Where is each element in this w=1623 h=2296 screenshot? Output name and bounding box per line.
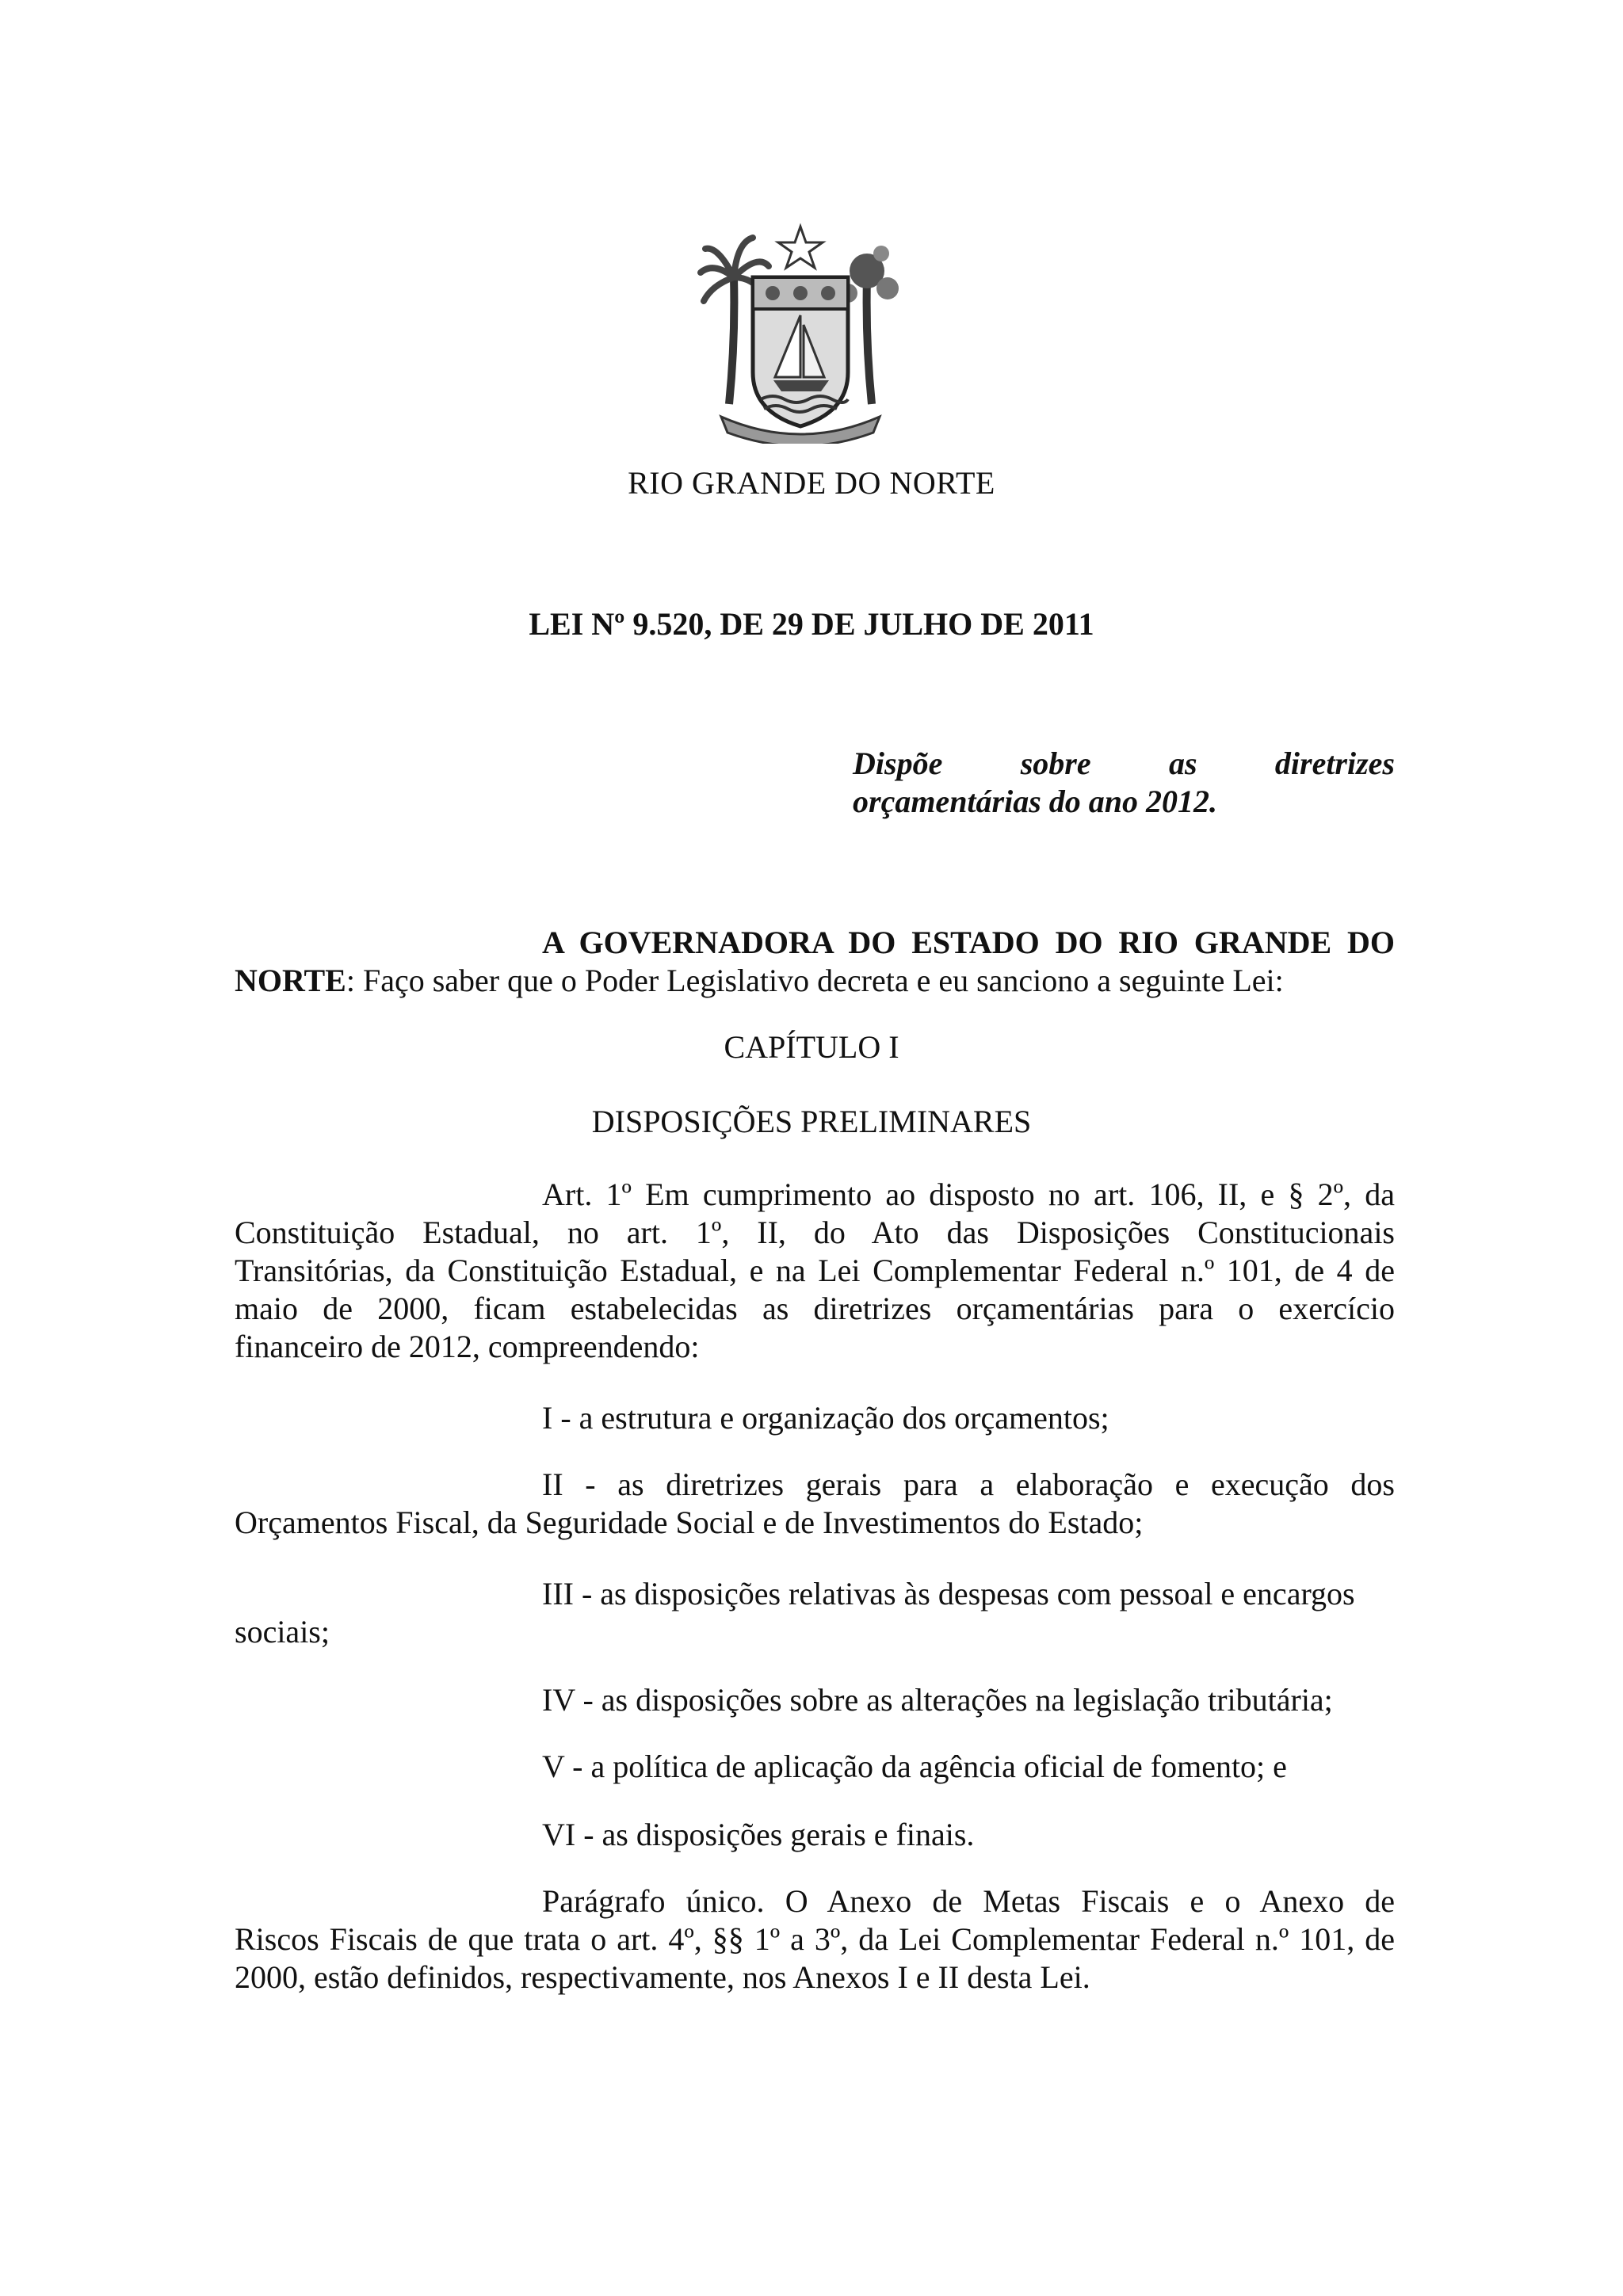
chapter-title: DISPOSIÇÕES PRELIMINARES [591,1104,1032,1139]
article-1 [235,1176,1395,1366]
item-ii [235,1466,1395,1542]
law-summary-line: Dispõe sobre as diretrizes [853,746,1395,781]
enactment-clause: : Faço saber que o Poder Legislativo decreta e eu sanciono a seguinte Lei: [346,963,1284,998]
authority-line: A GOVERNADORA DO ESTADO DO RIO GRANDE DO [542,925,1395,960]
item-iii [235,1575,1395,1651]
chapter-label: CAPÍTULO I [724,1029,899,1065]
enactment-line [235,962,1395,1000]
preamble [235,924,1395,1000]
item-line: Orçamentos Fiscal, da Seguridade Social e de Investimentos do Estado; [235,1505,1144,1540]
state-name: RIO GRANDE DO NORTE [628,465,995,501]
article-line: Transitórias, da Constituição Estadual, e na Lei Complementar Federal n.º 101, de 4 de [235,1253,1395,1288]
item-i: I - a estrutura e organização dos orçamentos; [542,1400,1109,1436]
paragraph-line: Riscos Fiscais de que trata o art. 4º, §§ 1º a 3º, da Lei Complementar Federal n.º 101, de [235,1921,1395,1957]
item-line: sociais; [235,1614,330,1650]
law-title: LEI Nº 9.520, DE 29 DE JULHO DE 2011 [529,606,1094,642]
item-v: V - a política de aplicação da agência oficial de fomento; e [542,1749,1287,1784]
paragraph-line: Parágrafo único. O Anexo de Metas Fiscais e o Anexo de [542,1883,1395,1919]
item-line: III - as disposições relativas às despesas com pessoal e encargos [542,1576,1355,1611]
paragrafo-unico [235,1882,1395,1997]
law-summary [853,745,1395,821]
article-line: maio de 2000, ficam estabelecidas as diretrizes orçamentárias para o exercício [235,1291,1395,1326]
article-line: financeiro de 2012, compreendendo: [235,1329,700,1364]
item-line: II - as diretrizes gerais para a elaboração e execução dos [542,1466,1395,1502]
coat-of-arms-seal [697,222,903,444]
paragraph-line: 2000, estão definidos, respectivamente, nos Anexos I e II desta Lei. [235,1959,1090,1995]
law-summary-line: orçamentárias do ano 2012. [853,784,1218,819]
article-line: Constituição Estadual, no art. 1º, II, do Ato das Disposições Constitucionais [235,1215,1395,1250]
article-line: Art. 1º Em cumprimento ao disposto no art. 106, II, e § 2º, da [542,1177,1395,1212]
authority-line-end: NORTE [235,963,346,998]
item-vi: VI - as disposições gerais e finais. [542,1817,975,1852]
item-iv: IV - as disposições sobre as alterações na legislação tributária; [542,1682,1333,1718]
